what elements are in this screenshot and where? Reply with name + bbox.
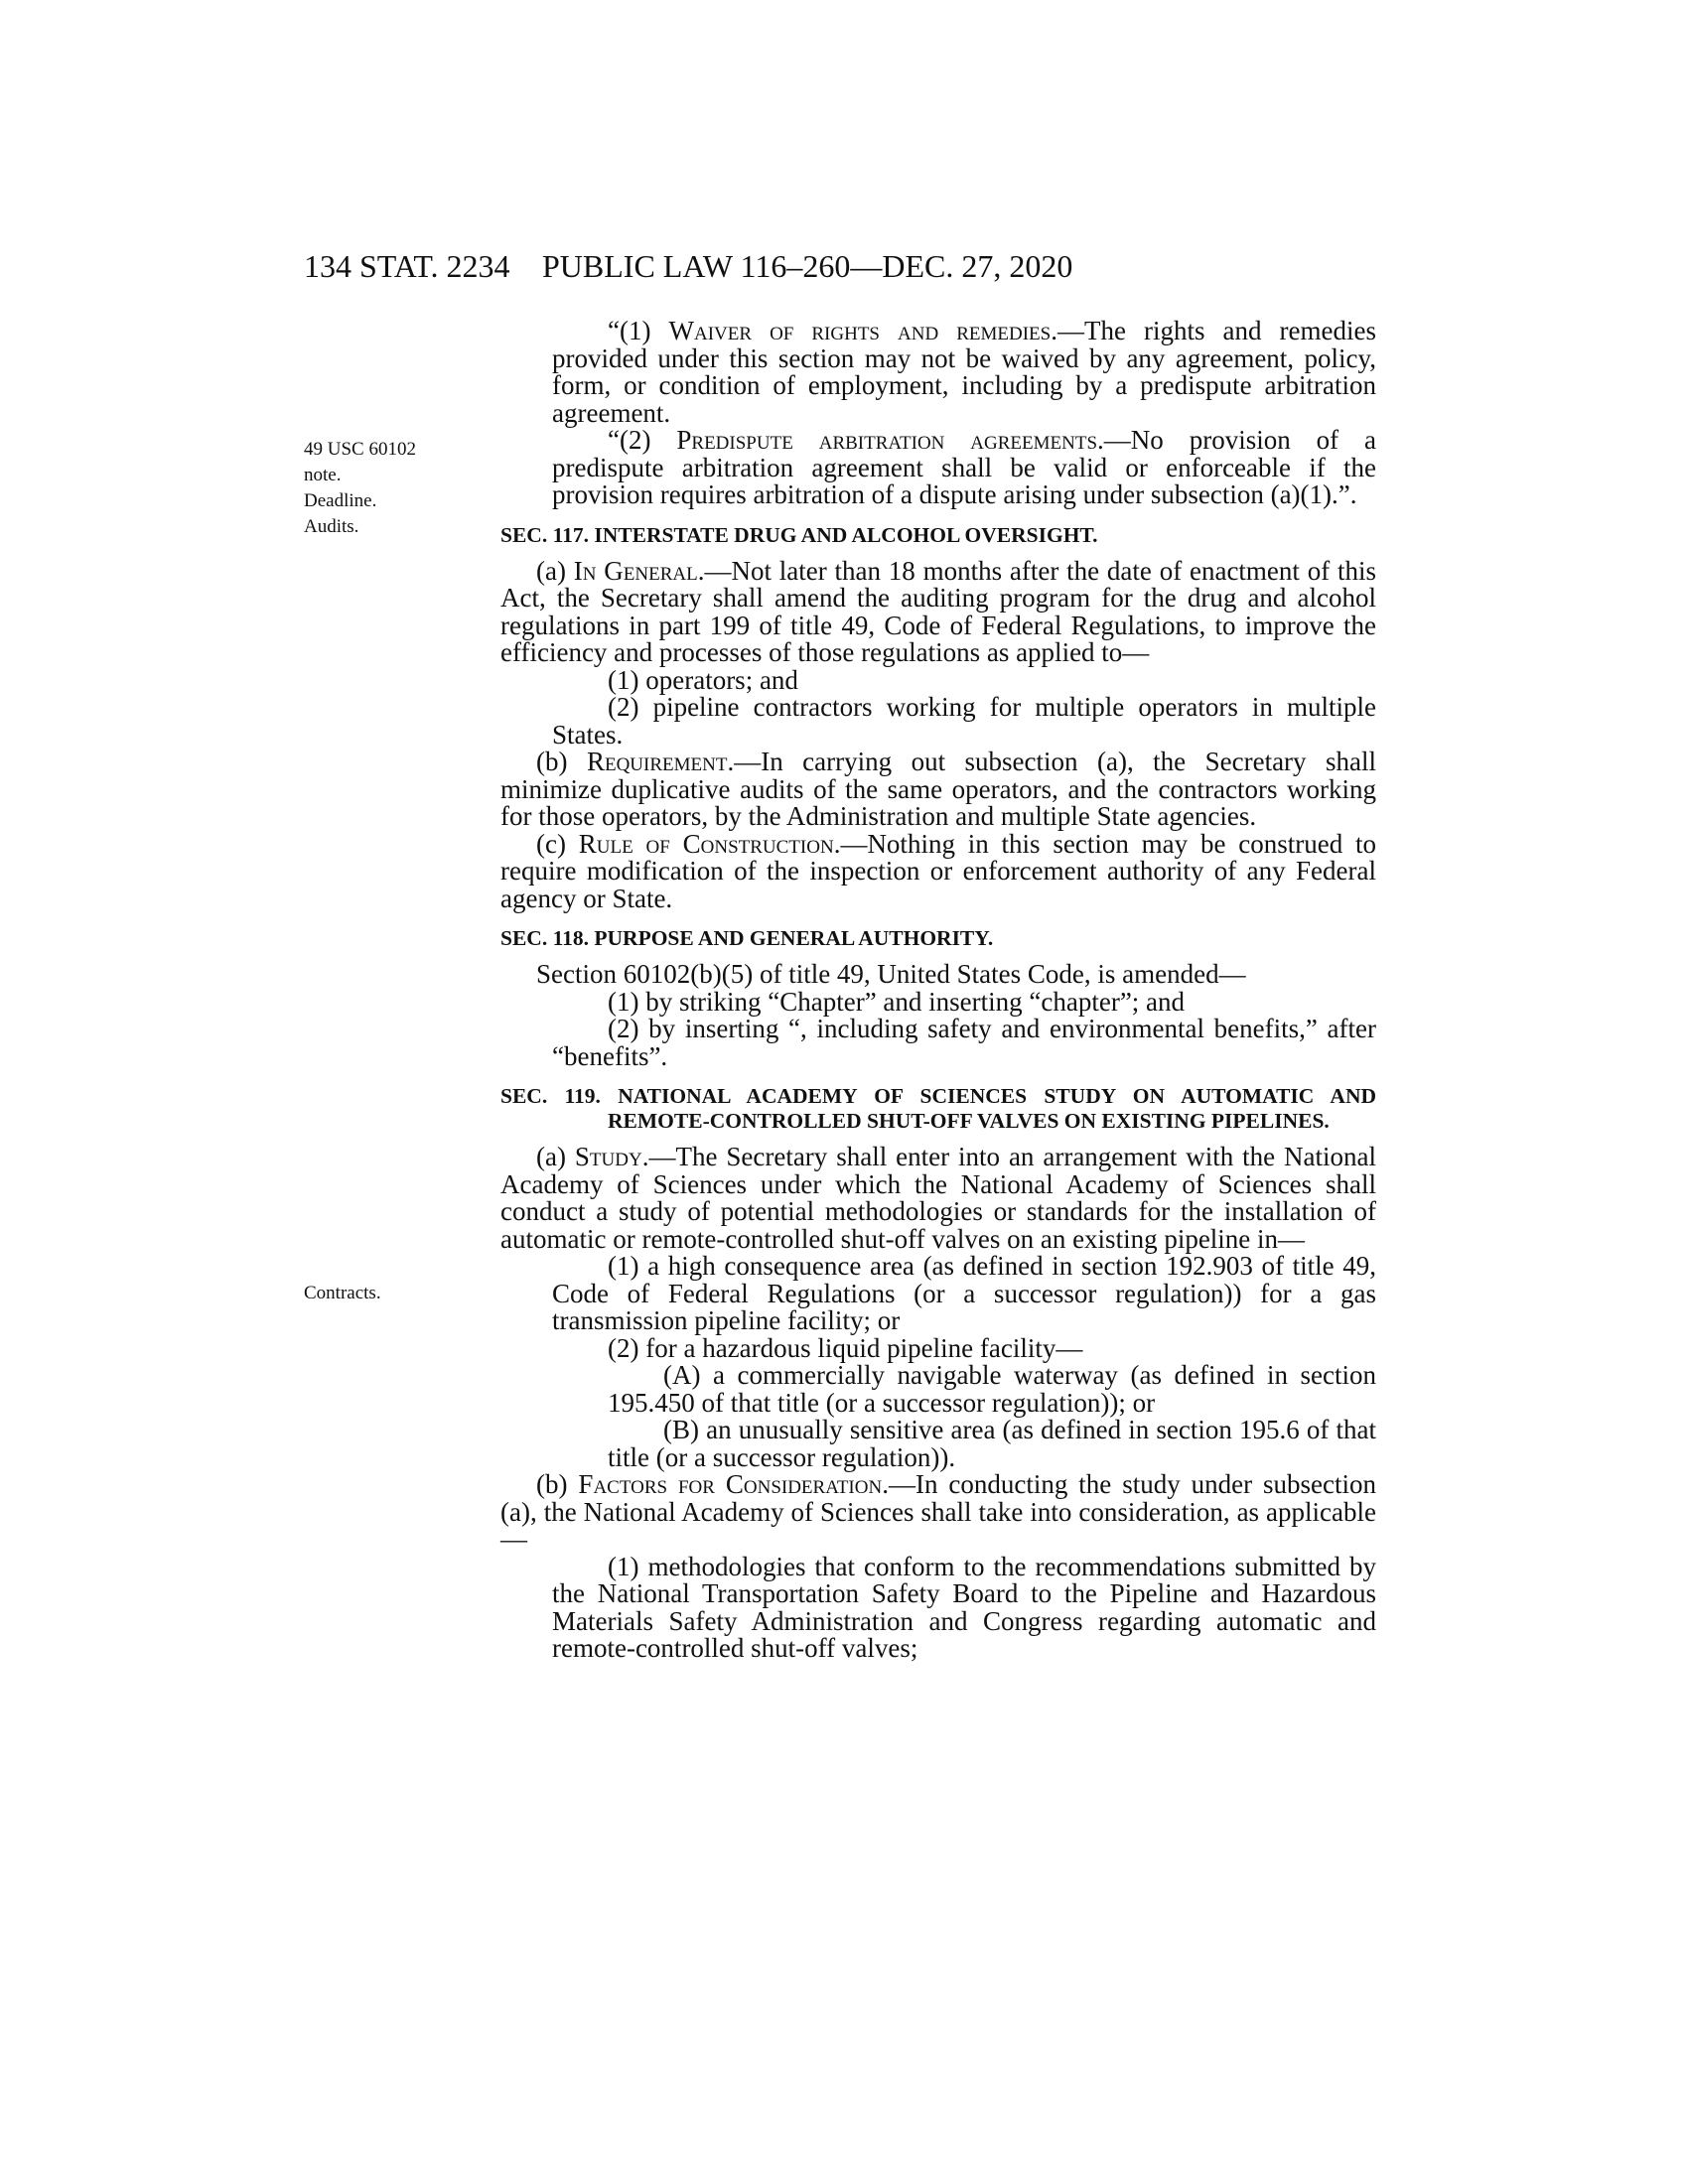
paragraph: (1) operators; and bbox=[608, 664, 798, 695]
paragraph: Section 60102(b)(5) of title 49, United States Code, is amended— bbox=[536, 959, 1246, 989]
paragraph: (B) an unusually sensitive area (as defined in section 195.6 of that title (or a successor regulation)). bbox=[608, 1415, 1376, 1472]
margin-note-line: Contracts. bbox=[304, 1283, 381, 1303]
margin-note-line: Deadline. bbox=[304, 490, 377, 511]
paragraph: (1) a high consequence area (as defined in section 192.903 of title 49, Code of Federal Regulations (or a successor regulation)) for a gas transmission pipeline facility; or bbox=[552, 1251, 1376, 1335]
paragraph: (A) a commercially navigable waterway (as defined in section 195.450 of that title (or a successor regulation)); or bbox=[608, 1360, 1376, 1418]
paragraph: (c) Rule of Construction.—Nothing in this section may be construed to require modification of the inspection or enforcement authority of any Federal agency or State. bbox=[500, 828, 1376, 913]
paragraph: “(2) Predispute arbitration agreements.—No provision of a predispute arbitration agreement shall be valid or enforceable if the provision requires arbitration of a dispute arising under subsection (a)(1).”. bbox=[552, 425, 1377, 509]
section-heading-119: SEC. 119. NATIONAL ACADEMY OF SCIENCES STUDY ON AUTOMATIC AND REMOTE-CONTROLLED SHUT-OFF VALVES ON EXISTING PIPELINES. bbox=[500, 1084, 1376, 1133]
section-heading-117: SEC. 117. INTERSTATE DRUG AND ALCOHOL OVERSIGHT. bbox=[500, 522, 1098, 547]
paragraph: (b) Factors for Consideration.—In conducting the study under subsection (a), the National Academy of Sciences shall take into consideration, as applicable— bbox=[500, 1469, 1377, 1554]
paragraph: (2) by inserting “, including safety and environmental benefits,” after “benefits”. bbox=[552, 1014, 1376, 1071]
paragraph: “(1) Waiver of rights and remedies.—The rights and remedies provided under this section may not be waived by any agreement, policy, form, or condition of employment, including by a predispute arbitration agreement. bbox=[552, 316, 1376, 428]
margin-note-line: Audits. bbox=[304, 516, 359, 537]
statute-page-reference: 134 STAT. 2234 bbox=[304, 248, 510, 284]
section-heading-118: SEC. 118. PURPOSE AND GENERAL AUTHORITY. bbox=[500, 926, 994, 950]
public-law-title: PUBLIC LAW 116–260—DEC. 27, 2020 bbox=[542, 248, 1073, 284]
page-header bbox=[304, 248, 1376, 288]
margin-note-sec117 bbox=[304, 437, 453, 540]
paragraph: (a) Study.—The Secretary shall enter into an arrangement with the National Academy of Sciences under which the National Academy of Sciences shall conduct a study of potential methodologies or standards for the installation of automatic or remote-controlled shut-off valves on an existing pipeline in— bbox=[500, 1142, 1377, 1254]
paragraph: (2) pipeline contractors working for multiple operators in multiple States. bbox=[552, 692, 1376, 750]
paragraph: (1) by striking “Chapter” and inserting “chapter”; and bbox=[608, 986, 1186, 1017]
paragraph: (2) for a hazardous liquid pipeline facility— bbox=[608, 1332, 1083, 1363]
margin-note-line: note. bbox=[304, 465, 342, 485]
paragraph: (a) In General.—Not later than 18 months after the date of enactment of this Act, the Secretary shall amend the auditing program for the drug and alcohol regulations in part 199 of title 49, Code of Federal Regulations, to improve the efficiency and processes of those regulations as applied to— bbox=[500, 555, 1377, 667]
paragraph: (b) Requirement.—In carrying out subsection (a), the Secretary shall minimize duplicative audits of the same operators, and the contractors working for those operators, by the Administration and multiple State agencies. bbox=[500, 747, 1377, 831]
statute-body bbox=[500, 318, 1376, 1663]
margin-note-sec119 bbox=[304, 1281, 453, 1306]
margin-note-line: 49 USC 60102 bbox=[304, 439, 416, 460]
paragraph: (1) methodologies that conform to the recommendations submitted by the National Transportation Safety Board to the Pipeline and Hazardous Materials Safety Administration and Congress regarding automatic and remote-controlled shut-off valves; bbox=[552, 1551, 1376, 1663]
